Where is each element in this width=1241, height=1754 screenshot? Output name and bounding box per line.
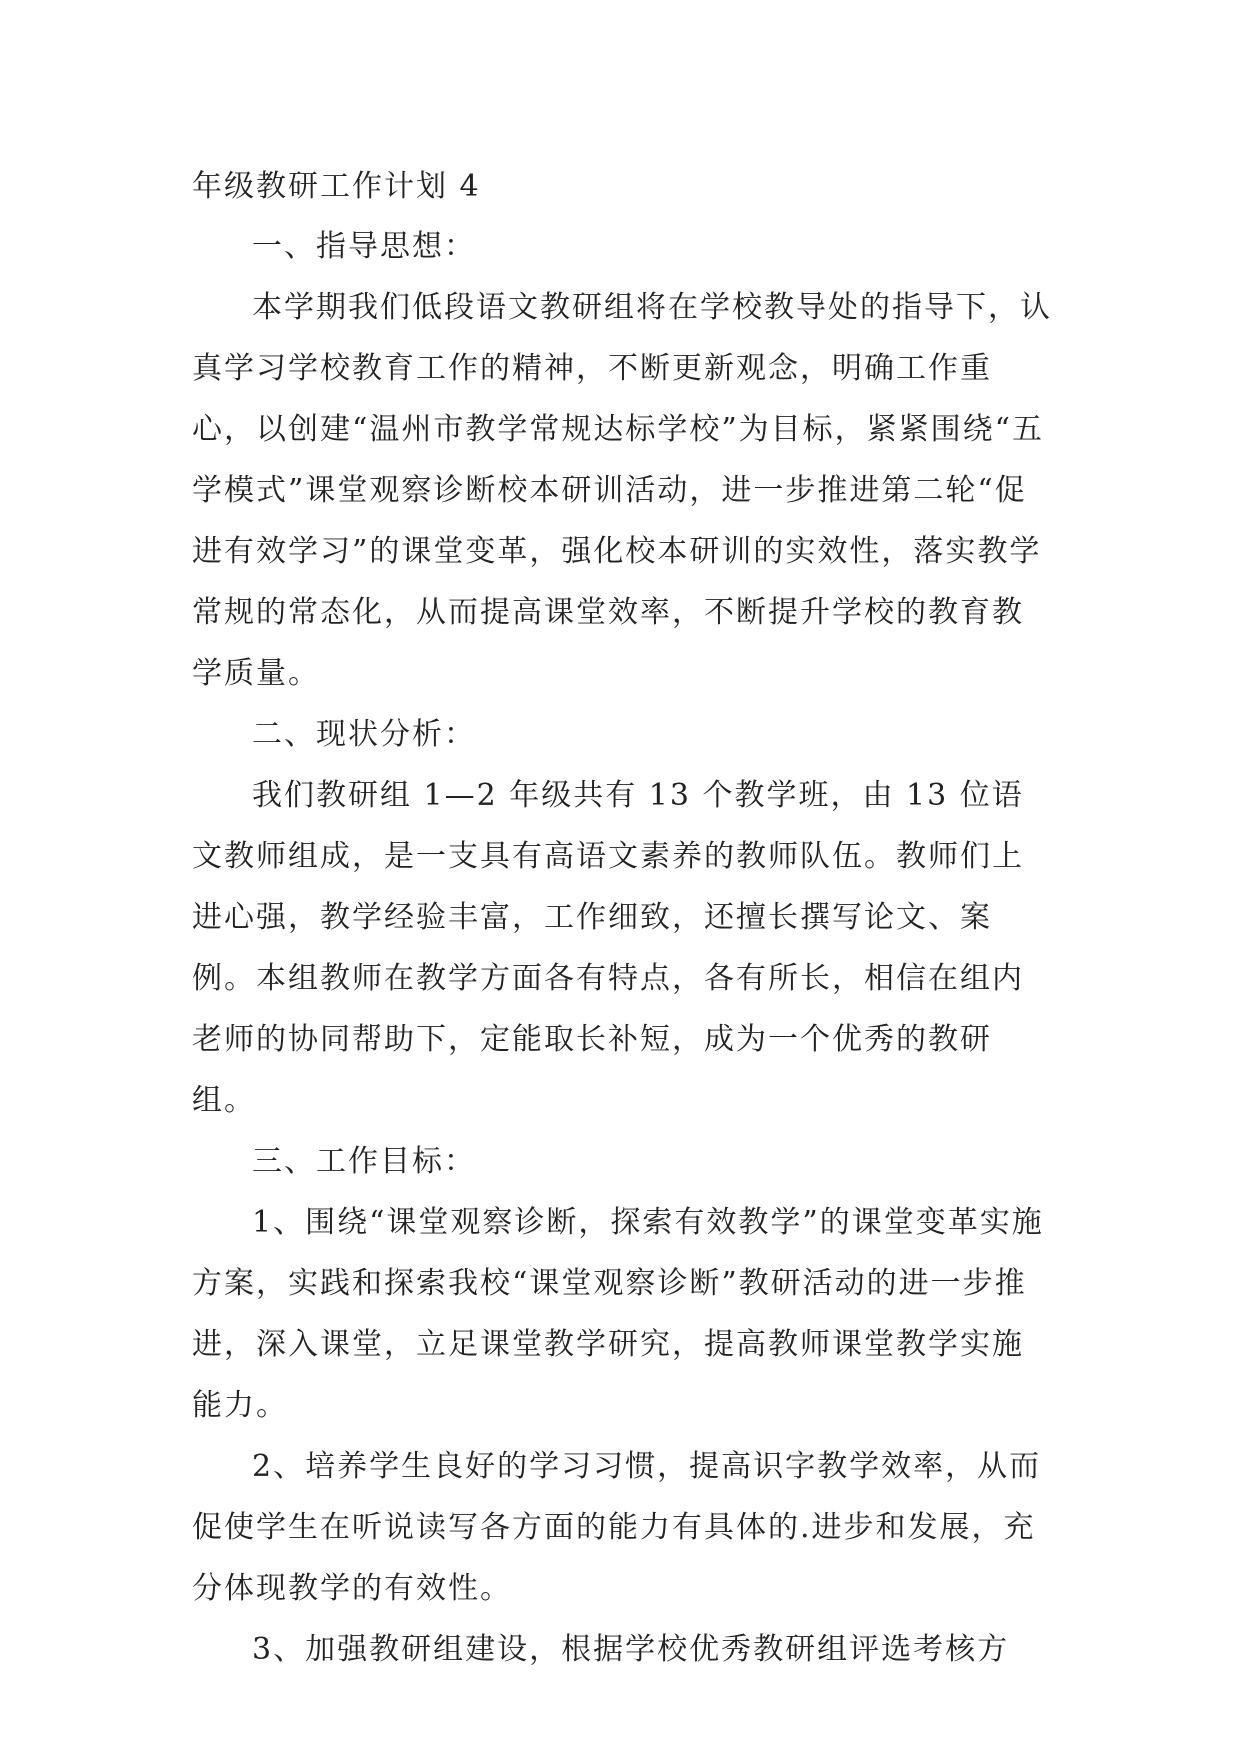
- document-body: [192, 158, 1052, 1680]
- paragraph-status-analysis: 我们教研组 1—2 年级共有 13 个教学班，由 13 位语文教师组成，是一支具有高语文素养的教师队伍。教师们上进心强，教学经验丰富，工作细致，还擅长撰写论文、案例。本组教师在教学方面各有特点，各有所长，相信在组内老师的协同帮助下，定能取长补短，成为一个优秀的教研组。: [192, 778, 1024, 1118]
- section-heading-status-analysis: 二、现状分析：: [252, 717, 476, 752]
- goal-item-1: 1、围绕“课堂观察诊断，探索有效教学”的课堂变革实施方案，实践和探索我校“课堂观察诊断”教研活动的进一步推进，深入课堂，立足课堂教学研究，提高教师课堂教学实施能力。: [192, 1205, 1044, 1423]
- section-heading-work-goals: 三、工作目标：: [252, 1144, 476, 1179]
- document-title: 年级教研工作计划 4: [192, 169, 481, 204]
- section-heading-guiding-ideology: 一、指导思想：: [252, 229, 476, 264]
- goal-item-2: 2、培养学生良好的学习习惯，提高识字教学效率，从而促使学生在听说读写各方面的能力有具体的.进步和发展，充分体现教学的有效性。: [192, 1449, 1042, 1606]
- paragraph-guiding-ideology: 本学期我们低段语文教研组将在学校教导处的指导下，认真学习学校教育工作的精神，不断更新观念，明确工作重心，以创建“温州市教学常规达标学校”为目标，紧紧围绕“五学模式”课堂观察诊断校本研训活动，进一步推进第二轮“促进有效学习”的课堂变革，强化校本研训的实效性，落实教学常规的常态化，从而提高课堂效率，不断提升学校的教育教学质量。: [192, 290, 1052, 691]
- goal-item-3: 3、加强教研组建设，根据学校优秀教研组评选考核方: [252, 1632, 1010, 1667]
